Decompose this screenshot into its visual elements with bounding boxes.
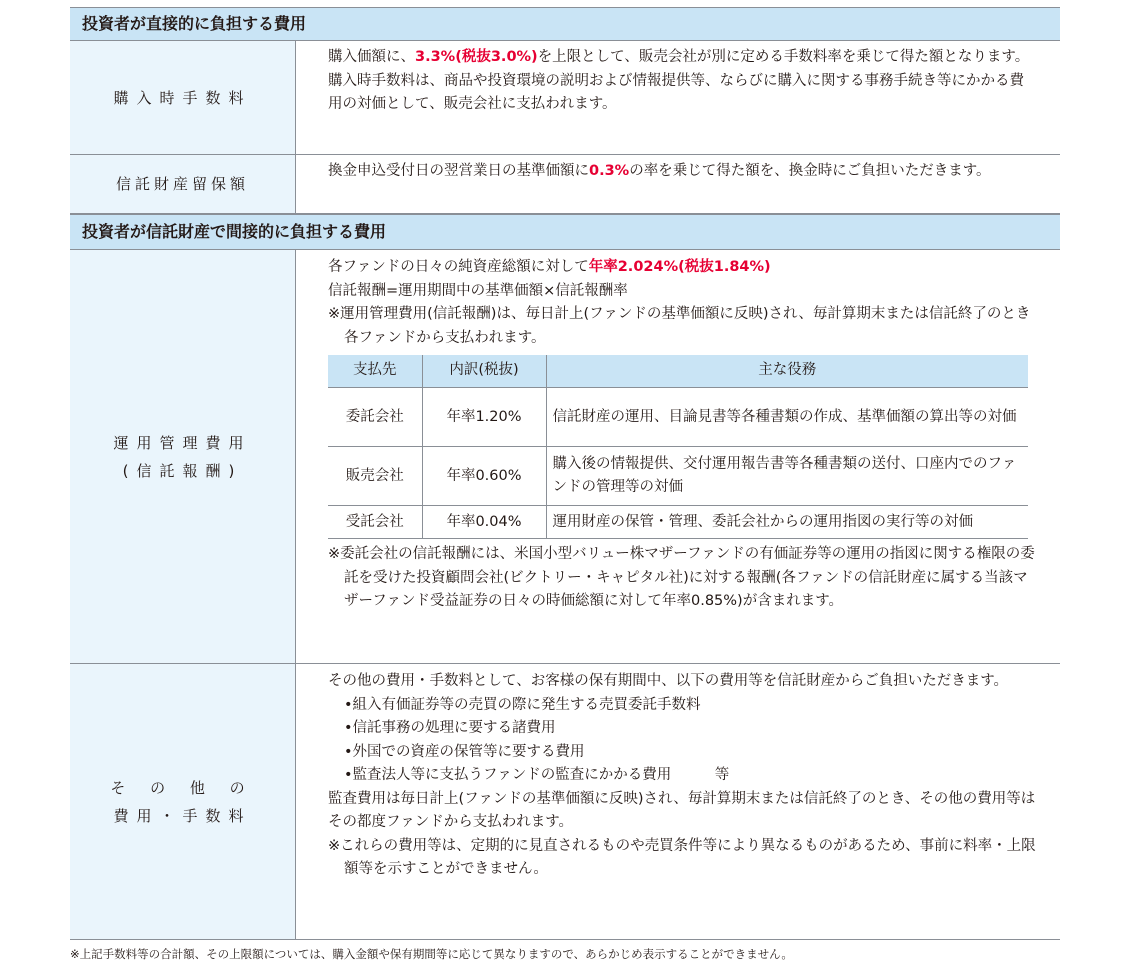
other-costs-note: ※これらの費用等は、定期的に見直されるものや売買条件等により異なるものがあるため、事前に料率・上限額等を示すことができません。 [328,837,1036,877]
reserve-text-pre: 換金申込受付日の翌営業日の基準価額に [328,163,589,179]
reserve-row [70,155,1060,214]
list-item: •組入有価証券等の売買の際に発生する売買委託手数料 [344,696,701,713]
reserve-rate: 0.3% [589,163,630,179]
other-costs-row [70,664,1060,940]
rate-cell: 年率0.04% [422,506,546,539]
purchase-fee-text-1 [328,46,1038,70]
table-row [328,388,1028,447]
purchase-fee-label-cell [70,41,296,154]
table-row [328,506,1028,539]
other-costs-content [328,670,1038,882]
reserve-text [328,160,1038,184]
management-fee-rate: 年率2.024%(税抜1.84%) [588,259,771,275]
role-cell: 信託財産の運用、目論見書等各種書類の作成、基準価額の算出等の対価 [546,388,1028,447]
other-costs-label-line1: そ の 他 の [110,778,255,797]
section-header-indirect-costs [70,214,1060,250]
rate-cell: 年率0.60% [422,447,546,506]
management-fee-label-line2: (信託報酬) [122,461,243,480]
management-fee-text-1-pre: 各ファンドの日々の純資産総額に対して [328,259,589,275]
list-item: •外国での資産の保管等に要する費用 [344,743,585,760]
section-title: 投資者が信託財産で間接的に負担する費用 [82,222,387,241]
purchase-fee-content [328,46,1038,117]
header-breakdown: 内訳(税抜) [422,355,546,388]
list-item: •監査法人等に支払うファンドの監査にかかる費用 等 [344,767,730,783]
management-fee-label-cell [70,250,296,663]
purchase-fee-text-1-post: を上限として、販売会社が別に定める手数料率を乗じて得た額となります。 [537,49,1030,65]
other-costs-intro: その他の費用・手数料として、お客様の保有期間中、以下の費用等を信託財産からご負担いただきます。 [328,673,1009,689]
management-fee-note-2: ※委託会社の信託報酬には、米国小型バリュー株マザーファンドの有価証券等の運用の指図に関する権限の委託を受けた投資顧問会社(ビクトリー・キャピタル社)に対する報酬(各ファンドの信託財産に属する当該マザーファンド受益証券の日々の時価総額に対して年率0.85%)が含まれます。 [328,546,1035,609]
other-costs-label-cell [70,664,296,939]
section-title: 投資者が直接的に負担する費用 [82,14,307,33]
purchase-fee-text-1-pre: 購入価額に、 [328,49,415,65]
fee-breakdown-table [328,355,1028,539]
reserve-content [328,160,1038,184]
management-fee-content [328,256,1038,614]
other-costs-text-2: 監査費用は毎日計上(ファンドの基準価額に反映)され、毎計算期末または信託終了のとき、その他の費用等はその都度ファンドから支払われます。 [328,790,1036,830]
list-item: •信託事務の処理に要する諸費用 [344,720,556,736]
management-fee-note-1: ※運用管理費用(信託報酬)は、毎日計上(ファンドの基準価額に反映)され、毎計算期末または信託終了のとき各ファンドから支払われます。 [328,306,1031,346]
management-fee-label-line1: 運用管理費用 [113,433,252,452]
reserve-label: 信託財産留保額 [115,175,249,193]
payee-cell: 販売会社 [328,447,422,506]
management-fee-text-1 [328,256,1038,280]
other-costs-label-line2: 費用・手数料 [113,806,252,825]
role-cell: 運用財産の保管・管理、委託会社からの運用指図の実行等の対価 [546,506,1028,539]
section-header-direct-costs [70,7,1060,41]
purchase-fee-max-rate: 3.3%(税抜3.0%) [415,49,538,65]
management-fee-formula: 信託報酬=運用期間中の基準価額×信託報酬率 [328,282,628,299]
management-fee-row [70,250,1060,664]
fee-breakdown-header-row [328,355,1028,388]
purchase-fee-text-2: 購入時手数料は、商品や投資環境の説明および情報提供等、ならびに購入に関する事務手続き等にかかる費用の対価として、販売会社に支払われます。 [328,72,1024,112]
table-row [328,447,1028,506]
reserve-text-post: の率を乗じて得た額を、換金時にご負担いただきます。 [629,163,991,179]
header-main-role: 主な役務 [546,355,1028,388]
footnote: ※上記手数料等の合計額、その上限額については、購入金額や保有期間等に応じて異なりますので、あらかじめ表示することができません。 [70,947,793,961]
reserve-label-cell [70,155,296,213]
payee-cell: 受託会社 [328,506,422,539]
payee-cell: 委託会社 [328,388,422,447]
rate-cell: 年率1.20% [422,388,546,447]
purchase-fee-label: 購入時手数料 [113,88,252,107]
header-payee: 支払先 [328,355,422,388]
purchase-fee-row [70,41,1060,155]
role-cell: 購入後の情報提供、交付運用報告書等各種書類の送付、口座内でのファンドの管理等の対価 [546,447,1028,506]
